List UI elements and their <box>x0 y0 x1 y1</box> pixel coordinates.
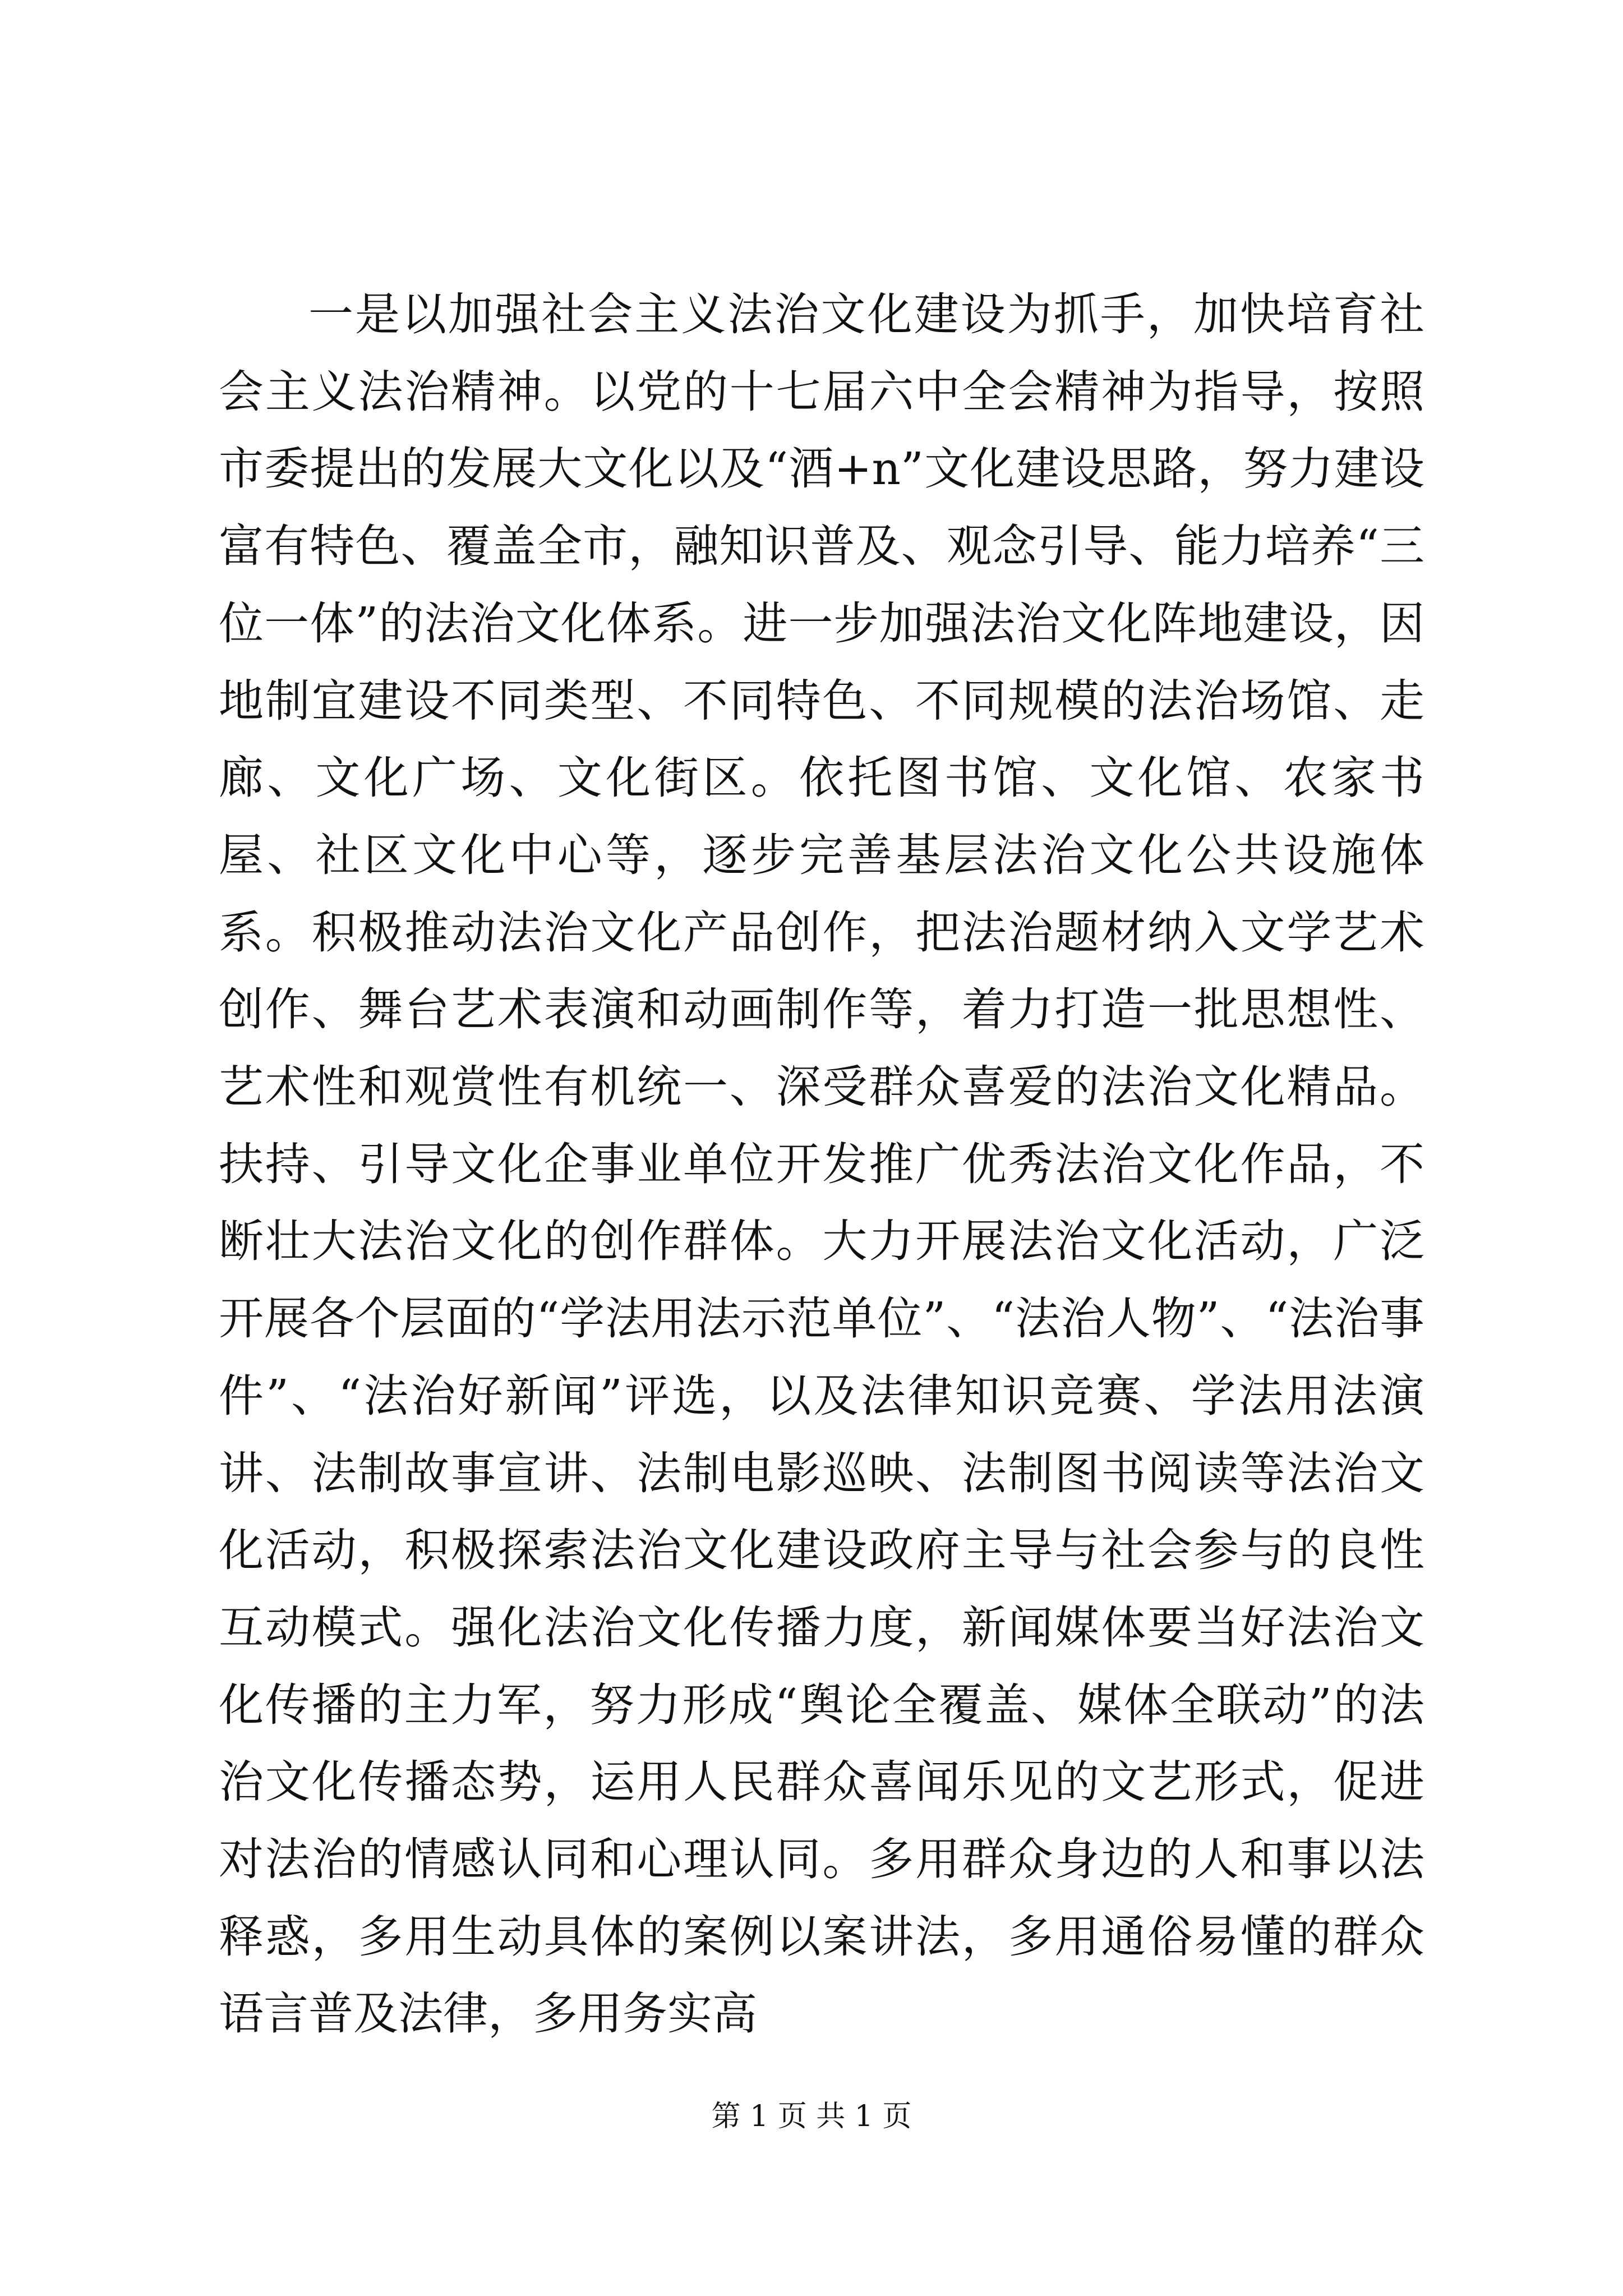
body-paragraph: 一是以加强社会主义法治文化建设为抓手，加快培育社会主义法治精神。以党的十七届六中全会精神为指导，按照市委提出的发展大文化以及“酒+n”文化建设思路，努力建设富有特色、覆盖全市，融知识普及、观念引导、能力培养“三位一体”的法治文化体系。进一步加强法治文化阵地建设，因地制宜建设不同类型、不同特色、不同规模的法治场馆、走廊、文化广场、文化街区。依托图书馆、文化馆、农家书屋、社区文化中心等，逐步完善基层法治文化公共设施体系。积极推动法治文化产品创作，把法治题材纳入文学艺术创作、舞台艺术表演和动画制作等，着力打造一批思想性、艺术性和观赏性有机统一、深受群众喜爱的法治文化精品。扶持、引导文化企事业单位开发推广优秀法治文化作品，不断壮大法治文化的创作群体。大力开展法治文化活动，广泛开展各个层面的“学法用法示范单位”、“法治人物”、“法治事件”、“法治好新闻”评选，以及法律知识竞赛、学法用法演讲、法制故事宣讲、法制电影巡映、法制图书阅读等法治文化活动，积极探索法治文化建设政府主导与社会参与的良性互动模式。强化法治文化传播力度，新闻媒体要当好法治文化传播的主力军，努力形成“舆论全覆盖、媒体全联动”的法治文化传播态势，运用人民群众喜闻乐见的文艺形式，促进对法治的情感认同和心理认同。多用群众身边的人和事以法释惑，多用生动具体的案例以案讲法，多用通俗易懂的群众语言普及法律，多用务实高 <box>219 288 1424 2040</box>
page-footer: 第 1 页 共 1 页 <box>711 2100 912 2133</box>
